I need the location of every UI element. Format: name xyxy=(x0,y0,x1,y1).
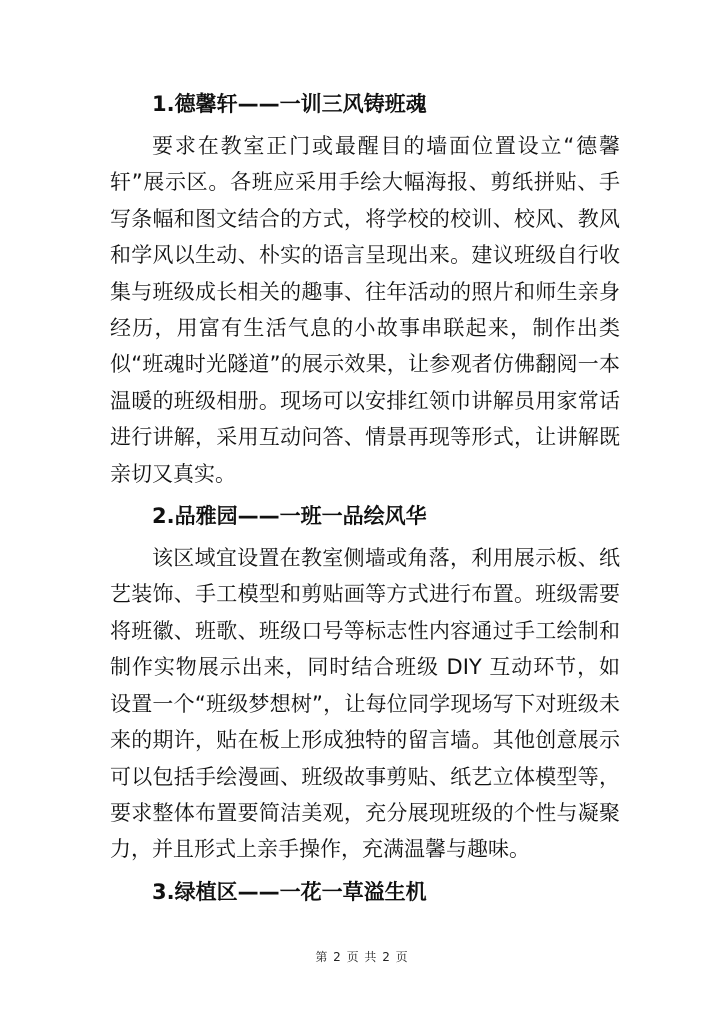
section-2-heading: 2.品雅园——一班一品绘风华 xyxy=(152,504,427,529)
section-1-paragraph: 要求在教室正门或最醒目的墙面位置设立“德馨轩”展示区。各班应采用手绘大幅海报、剪纸拼贴、手写条幅和图文结合的方式，将学校的校训、校风、教风和学风以生动、朴实的语言呈现出来。建议班级自行收集与班级成长相关的趣事、往年活动的照片和师生亲身经历，用富有生活气息的小故事串联起来，制作出类似“班魂时光隧道”的展示效果，让参观者仿佛翻阅一本温暖的班级相册。现场可以安排红领巾讲解员用家常话进行讲解，采用互动问答、情景再现等形式，让讲解既亲切又真实。 xyxy=(110,134,620,486)
section-1-heading: 1.德馨轩——一训三风铸班魂 xyxy=(152,92,427,116)
page-number-footer: 第 2 页 共 2 页 xyxy=(315,950,409,964)
section-2-paragraph: 该区域宜设置在教室侧墙或角落，利用展示板、纸艺装饰、手工模型和剪贴画等方式进行布置。班级需要将班徽、班歌、班级口号等标志性内容通过手工绘制和制作实物展示出来，同时结合班级 DIY 互动环节，如设置一个“班级梦想树”，让每位同学现场写下对班级未来的期许，贴在板上形成独特的留言墙。其他创意展示可以包括手绘漫画、班级故事剪贴、纸艺立体模型等，要求整体布置要简洁美观，充分展现班级的个性与凝聚力，并且形式上亲手操作，充满温馨与趣味。 xyxy=(110,546,620,862)
section-3-heading: 3.绿植区——一花一草溢生机 xyxy=(152,879,427,904)
document-body xyxy=(110,84,620,912)
